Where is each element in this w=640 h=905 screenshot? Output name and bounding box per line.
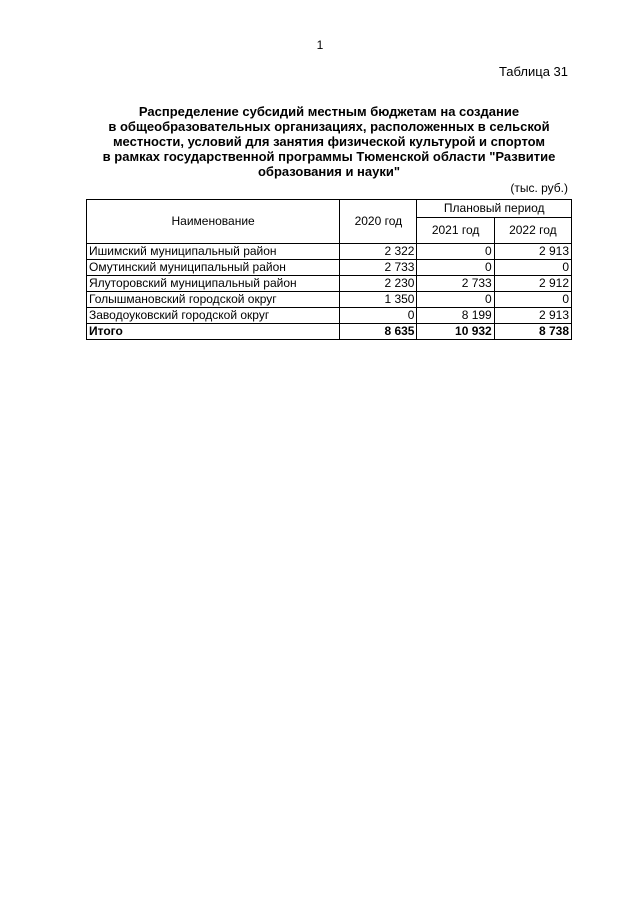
cell-2022: 2 912 <box>494 276 571 292</box>
title-line: в рамках государственной программы Тюменской области "Развитие <box>102 149 556 164</box>
cell-2020: 1 350 <box>340 292 417 308</box>
table-label: Таблица 31 <box>498 64 568 79</box>
cell-2020: 2 733 <box>340 260 417 276</box>
table-row <box>87 276 572 292</box>
total-2022: 8 738 <box>494 324 571 340</box>
total-2020: 8 635 <box>340 324 417 340</box>
cell-2022: 0 <box>494 260 571 276</box>
title-line: в общеобразовательных организациях, расположенных в сельской <box>108 119 550 134</box>
cell-2021: 2 733 <box>417 276 494 292</box>
cell-2022: 0 <box>494 292 571 308</box>
header-name: Наименование <box>87 200 340 244</box>
row-name: Заводоуковский городской округ <box>87 308 340 324</box>
row-name: Омутинский муниципальный район <box>87 260 340 276</box>
table-row <box>87 244 572 260</box>
document-title <box>86 104 572 179</box>
cell-2022: 2 913 <box>494 308 571 324</box>
units-label: (тыс. руб.) <box>510 181 568 195</box>
cell-2021: 8 199 <box>417 308 494 324</box>
cell-2022: 2 913 <box>494 244 571 260</box>
table-row <box>87 260 572 276</box>
title-line: Распределение субсидий местным бюджетам на создание <box>138 104 520 119</box>
row-name: Ишимский муниципальный район <box>87 244 340 260</box>
row-name: Голышмановский городской округ <box>87 292 340 308</box>
cell-2020: 2 230 <box>340 276 417 292</box>
cell-2021: 0 <box>417 244 494 260</box>
cell-2020: 0 <box>340 308 417 324</box>
header-2022: 2022 год <box>494 218 571 244</box>
row-name: Ялуторовский муниципальный район <box>87 276 340 292</box>
title-line: образования и науки" <box>257 164 401 179</box>
total-label: Итого <box>87 324 340 340</box>
table-row <box>87 292 572 308</box>
total-row <box>87 324 572 340</box>
header-planning-period: Плановый период <box>417 200 572 218</box>
cell-2020: 2 322 <box>340 244 417 260</box>
subsidy-table <box>86 199 572 340</box>
header-2020: 2020 год <box>340 200 417 244</box>
total-2021: 10 932 <box>417 324 494 340</box>
cell-2021: 0 <box>417 260 494 276</box>
header-2021: 2021 год <box>417 218 494 244</box>
title-line: местности, условий для занятия физической культурой и спортом <box>112 134 546 149</box>
cell-2021: 0 <box>417 292 494 308</box>
page-number: 1 <box>316 38 324 52</box>
table-row <box>87 308 572 324</box>
